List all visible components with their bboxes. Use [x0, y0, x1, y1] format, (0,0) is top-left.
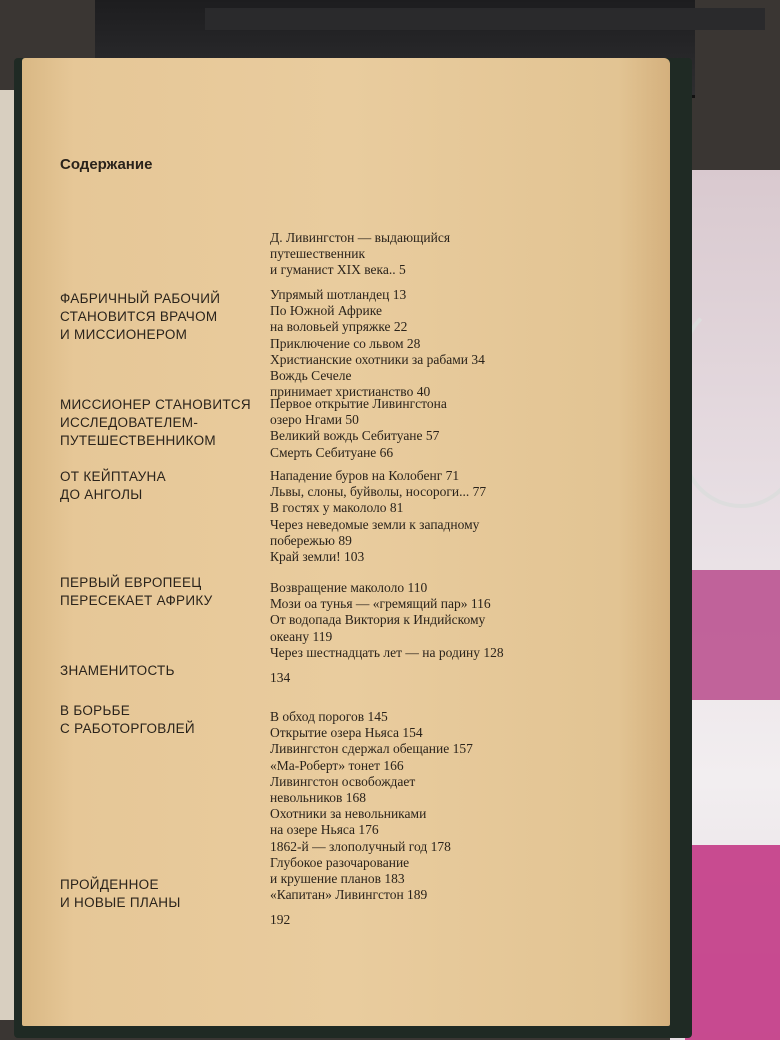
- tablecloth-pattern: [685, 570, 780, 700]
- toc-entry: Край земли! 103: [270, 549, 365, 565]
- toc-entry: Д. Ливингстон — выдающийся: [270, 230, 451, 245]
- section-title: МИССИОНЕР СТАНОВИТСЯ ИССЛЕДОВАТЕЛЕМ- ПУТЕШЕСТВЕННИКОМ: [60, 397, 251, 448]
- laptop-hinge: [205, 8, 765, 30]
- toc-entry: озеро Нгами 50: [270, 412, 359, 428]
- toc-entry: От водопада Виктория к Индийскому: [270, 612, 486, 628]
- toc-entry: на воловьей упряжке 22: [270, 319, 408, 335]
- toc-entry: Христианские охотники за рабами 34: [270, 351, 485, 367]
- section-title: ПРОЙДЕННОЕ И НОВЫЕ ПЛАНЫ: [60, 877, 181, 910]
- toc-page-number: 134: [270, 670, 291, 685]
- section-entries: [270, 287, 485, 400]
- section-entries: [270, 468, 486, 565]
- toc-entry: «Ма-Роберт» тонет 166: [270, 757, 404, 773]
- toc-entry: «Капитан» Ливингстон 189: [270, 887, 428, 903]
- toc-entry: В обход порогов 145: [270, 709, 388, 724]
- book-page: [22, 58, 670, 1026]
- toc-entry: на озере Ньяса 176: [270, 822, 379, 838]
- section-entries: [270, 580, 504, 661]
- toc-entry: принимает христианство 40: [270, 384, 431, 400]
- toc-entry: Открытие озера Ньяса 154: [270, 725, 423, 741]
- section-title: В БОРЬБЕ С РАБОТОРГОВЛЕЙ: [60, 703, 195, 736]
- tablecloth-pattern: [685, 845, 780, 1040]
- section-title: ПЕРВЫЙ ЕВРОПЕЕЦ ПЕРЕСЕКАЕТ АФРИКУ: [60, 575, 213, 608]
- toc-entry: Через неведомые земли к западному: [270, 516, 480, 532]
- toc-entry: и гуманист XIX века.. 5: [270, 262, 406, 278]
- toc-entry: побережью 89: [270, 532, 352, 548]
- toc-entry: В гостях у макололо 81: [270, 500, 404, 516]
- toc-entry: Нападение буров на Колобенг 71: [270, 468, 460, 483]
- toc-entry: Львы, слоны, буйволы, носороги... 77: [270, 484, 487, 500]
- toc-entry: Ливингстон сдержал обещание 157: [270, 741, 473, 757]
- toc-entry: Мози оа тунья — «гремящий пар» 116: [270, 596, 491, 612]
- toc-entry: Глубокое разочарование: [270, 854, 410, 870]
- toc-page-number: 192: [270, 912, 291, 927]
- cable: [682, 300, 780, 508]
- toc-entry: невольников 168: [270, 790, 367, 806]
- section-entries: [270, 709, 473, 903]
- section-title: ЗНАМЕНИТОСТЬ: [60, 663, 175, 678]
- toc-entry: Смерть Себитуане 66: [270, 444, 394, 460]
- toc-entry: океану 119: [270, 628, 333, 644]
- toc-entry: Возвращение макололо 110: [270, 580, 428, 595]
- toc-entry: Ливингстон освобождает: [270, 773, 416, 789]
- toc-entry: Великий вождь Себитуане 57: [270, 428, 440, 444]
- toc-entry: По Южной Африке: [270, 303, 382, 319]
- toc-entry: Приключение со львом 28: [270, 335, 421, 351]
- section-title: ФАБРИЧНЫЙ РАБОЧИЙ СТАНОВИТСЯ ВРАЧОМ И МИССИОНЕРОМ: [60, 291, 221, 342]
- section-entries: [270, 396, 447, 461]
- toc-entry: путешественник: [270, 246, 366, 262]
- intro-entries: [270, 230, 450, 279]
- page-heading: Содержание: [60, 156, 153, 173]
- toc-entry: Охотники за невольниками: [270, 806, 427, 822]
- toc-entry: и крушение планов 183: [270, 871, 405, 887]
- toc-entry: Вождь Сечеле: [270, 368, 352, 384]
- toc-entry: 1862-й — злополучный год 178: [270, 838, 451, 854]
- toc-entry: Через шестнадцать лет — на родину 128: [270, 644, 504, 660]
- section-title: ОТ КЕЙПТАУНА ДО АНГОЛЫ: [60, 469, 166, 502]
- toc-entry: Первое открытие Ливингстона: [270, 396, 447, 411]
- toc-entry: Упрямый шотландец 13: [270, 287, 407, 302]
